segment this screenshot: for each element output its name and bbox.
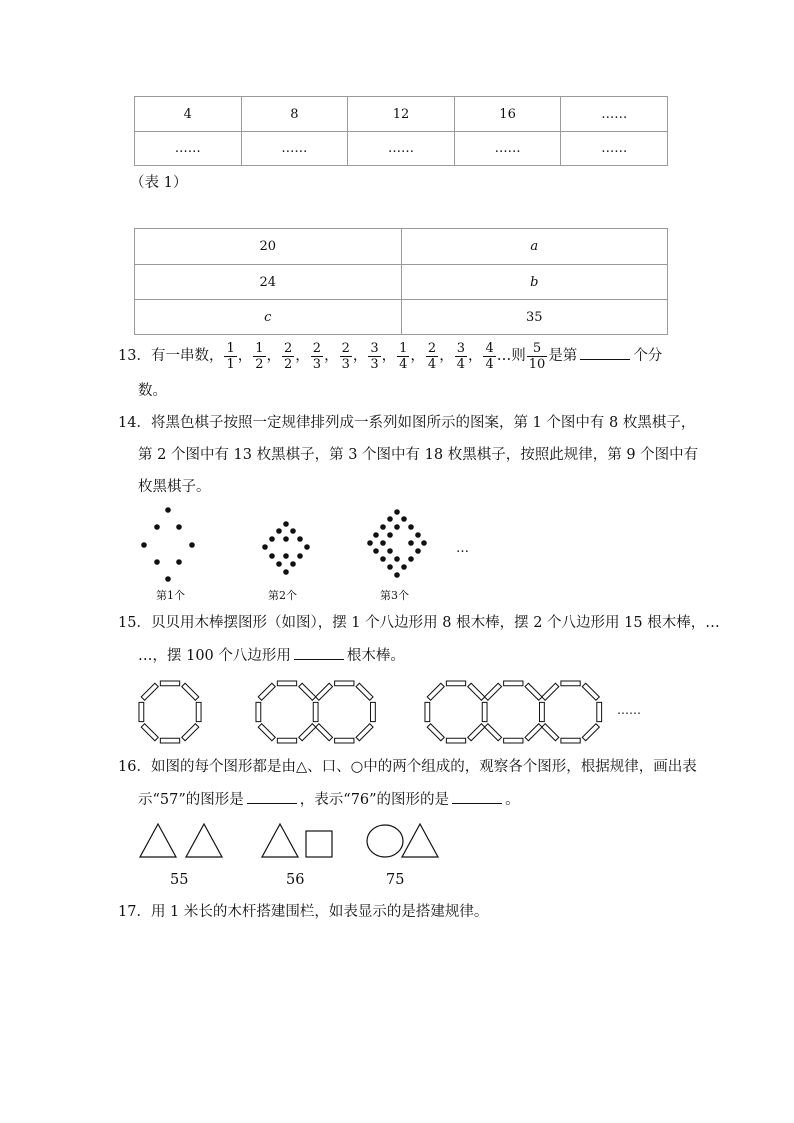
- fraction-numerator: 2: [341, 340, 350, 356]
- stick: [335, 738, 354, 743]
- fraction-numerator: 2: [284, 340, 293, 356]
- stick: [540, 702, 545, 721]
- stick: [160, 681, 179, 686]
- question-text: 根木棒。: [346, 648, 405, 664]
- separator: ，: [439, 348, 454, 364]
- fraction-denominator: 3: [370, 356, 379, 372]
- stick: [446, 738, 465, 743]
- table-cell: ……: [561, 132, 668, 166]
- table-cell: ……: [561, 97, 668, 132]
- question-15-line-1: 15．贝贝用木棒摆图形（如图），摆 1 个八边形用 8 根木棒，摆 2 个八边形用 15 根木棒，…: [118, 615, 720, 631]
- table-2: [134, 228, 668, 335]
- triangle-icon: [262, 824, 298, 857]
- stick: [484, 683, 501, 700]
- stick: [299, 683, 316, 700]
- pattern-2: [262, 521, 310, 575]
- question-text: …，摆 100 个八边形用: [138, 648, 291, 664]
- fraction-numerator: 2: [427, 340, 437, 356]
- stick: [504, 681, 523, 686]
- stick: [542, 724, 559, 741]
- fraction: [340, 341, 352, 372]
- table-cell: 35: [401, 300, 668, 335]
- fraction-denominator: 2: [255, 356, 264, 372]
- separator: ，: [410, 348, 425, 364]
- fraction-numerator: 5: [527, 341, 548, 357]
- shape-label-56: 56: [286, 872, 305, 888]
- table-cell: ……: [454, 132, 561, 166]
- fraction-denominator: 4: [456, 356, 465, 372]
- stick: [141, 724, 158, 741]
- stick: [446, 681, 465, 686]
- table-cell: 20: [135, 229, 402, 265]
- stick: [277, 681, 296, 686]
- stick: [315, 683, 332, 700]
- table-cell: 8: [241, 97, 348, 132]
- stick: [427, 724, 444, 741]
- question-text: 示“57”的图形是: [138, 792, 244, 808]
- stick: [160, 738, 179, 743]
- question-text: ，表示“76”的图形的是: [299, 792, 450, 808]
- fraction: [397, 341, 409, 372]
- stick: [597, 702, 602, 721]
- stick: [313, 702, 318, 721]
- pattern-1: [141, 507, 195, 582]
- fraction-numerator: 4: [485, 340, 494, 356]
- separator: ，: [237, 348, 253, 364]
- stick: [371, 702, 376, 721]
- octagon-sticks-figure: [130, 672, 660, 752]
- fraction-denominator: 3: [341, 356, 350, 372]
- stick: [427, 683, 444, 700]
- table-cell: ……: [241, 132, 348, 166]
- stick: [504, 738, 523, 743]
- target-fraction: [527, 341, 548, 372]
- pattern-label-2: 第2个: [268, 589, 297, 602]
- question-14-line-1: 14．将黑色棋子按照一定规律排列成一系列如图所示的图案，第 1 个图中有 8 枚黑棋子，: [118, 415, 696, 431]
- separator: ，: [381, 348, 397, 364]
- fraction-denominator: 10: [528, 356, 546, 372]
- fraction: [426, 341, 438, 372]
- stick: [484, 724, 501, 741]
- triangle-icon: [402, 824, 438, 857]
- separator: ，: [352, 348, 368, 364]
- square-icon: [306, 831, 332, 857]
- shapes-figure: [130, 818, 450, 868]
- answer-blank[interactable]: [452, 789, 502, 804]
- stick: [356, 683, 373, 700]
- question-16-line-1: 16．如图的每个图形都是由△、口、○中的两个组成的，观察各个图形，根据规律，画出表: [118, 759, 697, 775]
- question-15-line-2: [138, 645, 405, 666]
- question-14-line-3: 枚黑棋子。: [138, 479, 211, 495]
- stick: [277, 738, 296, 743]
- fraction-denominator: 2: [284, 356, 293, 372]
- question-17: 17．用 1 米长的木杆搭建围栏，如表显示的是搭建规律。: [118, 904, 489, 920]
- table-cell: 24: [135, 265, 402, 300]
- fraction: [311, 341, 323, 372]
- fraction-numerator: 1: [399, 340, 408, 356]
- table-cell: b: [401, 265, 668, 300]
- answer-blank[interactable]: [247, 789, 297, 804]
- question-13: [118, 338, 662, 374]
- ellipsis-text: ……: [617, 703, 641, 717]
- fraction: [253, 341, 265, 372]
- stick: [582, 683, 599, 700]
- table-1: [134, 96, 668, 166]
- question-text: 个分: [633, 348, 663, 364]
- answer-blank[interactable]: [580, 345, 630, 360]
- stick: [299, 724, 316, 741]
- question-number: 13．: [118, 348, 151, 364]
- stick: [482, 702, 487, 721]
- fraction: [483, 341, 495, 372]
- fraction-numerator: 3: [370, 340, 379, 356]
- fraction: [224, 341, 236, 372]
- fraction-numerator: 3: [456, 340, 465, 356]
- pattern-label-3: 第3个: [380, 589, 409, 602]
- table-cell: c: [135, 300, 402, 335]
- shape-label-55: 55: [170, 872, 189, 888]
- triangle-icon: [186, 824, 222, 857]
- fraction: [455, 341, 467, 372]
- separator: ，: [295, 348, 310, 364]
- triangle-icon: [140, 824, 176, 857]
- table-1-caption: （表 1）: [130, 175, 188, 191]
- table-cell: a: [401, 229, 668, 265]
- table-cell: 4: [135, 97, 242, 132]
- fraction-numerator: 1: [226, 340, 235, 356]
- fraction-denominator: 4: [427, 356, 437, 372]
- ellipsis-text: …: [456, 541, 469, 556]
- stick: [139, 702, 144, 721]
- question-16-line-2: [138, 789, 520, 810]
- fraction-denominator: 3: [312, 356, 322, 372]
- ellipsis-text: …则: [496, 348, 526, 364]
- stick: [256, 702, 261, 721]
- table-cell: 16: [454, 97, 561, 132]
- pattern-3: [367, 509, 427, 578]
- chess-pattern-figure: [130, 500, 490, 600]
- stick: [196, 702, 201, 721]
- table-cell: ……: [135, 132, 242, 166]
- separator: ，: [467, 348, 483, 364]
- stick: [182, 724, 199, 741]
- stick: [561, 681, 580, 686]
- shape-label-75: 75: [386, 872, 405, 888]
- fraction-denominator: 4: [399, 356, 408, 372]
- fraction-numerator: 1: [255, 340, 264, 356]
- question-text: 有一串数，: [150, 348, 224, 364]
- fraction-denominator: 1: [226, 356, 235, 372]
- stick: [525, 683, 542, 700]
- question-14-line-2: 第 2 个图中有 13 枚黑棋子，第 3 个图中有 18 枚黑棋子，按照此规律，第 9 个图中有: [138, 447, 699, 463]
- stick: [542, 683, 559, 700]
- stick: [525, 724, 542, 741]
- stick: [582, 724, 599, 741]
- answer-blank[interactable]: [294, 645, 344, 660]
- stick: [258, 683, 275, 700]
- fraction-sequence: [223, 340, 496, 372]
- stick: [356, 724, 373, 741]
- stick: [468, 683, 485, 700]
- question-text: 。: [505, 792, 520, 808]
- stick: [335, 681, 354, 686]
- table-cell: ……: [348, 132, 455, 166]
- fraction-denominator: 4: [485, 356, 494, 372]
- stick: [561, 738, 580, 743]
- pattern-label-1: 第1个: [156, 589, 185, 602]
- question-13-line-2: 数。: [138, 383, 167, 399]
- table-cell: 12: [348, 97, 455, 132]
- stick: [258, 724, 275, 741]
- stick: [468, 724, 485, 741]
- question-text: 是第: [548, 348, 578, 364]
- stick: [141, 683, 158, 700]
- separator: ，: [324, 348, 339, 364]
- fraction-numerator: 2: [312, 340, 322, 356]
- fraction: [368, 341, 380, 372]
- circle-icon: [367, 825, 403, 857]
- stick: [315, 724, 332, 741]
- stick: [182, 683, 199, 700]
- fraction: [282, 341, 294, 372]
- stick: [425, 702, 430, 721]
- separator: ，: [266, 348, 282, 364]
